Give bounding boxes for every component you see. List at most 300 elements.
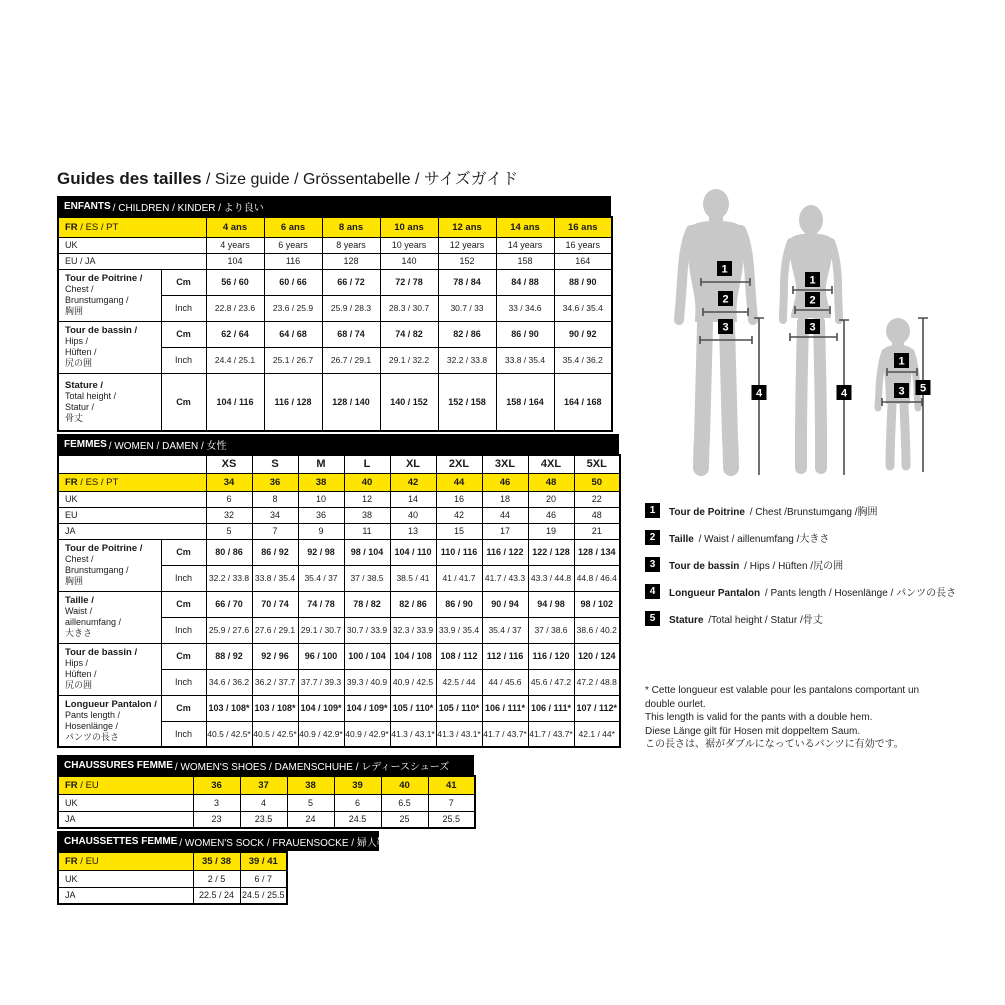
- measure-label-line: Stature /: [65, 379, 104, 391]
- row-label: JA: [58, 887, 193, 904]
- table-cell: 158: [496, 253, 554, 269]
- table-cell: 112 / 116: [482, 643, 528, 669]
- legend-item-waist: [645, 530, 956, 545]
- unit-cell: Cm: [161, 539, 206, 565]
- table-cell: 40.9 / 42.9*: [344, 721, 390, 747]
- table-cell: 17: [482, 523, 528, 539]
- table-cell: 41 / 41.7: [436, 565, 482, 591]
- table-cell: 15: [436, 523, 482, 539]
- table-cell: 84 / 88: [496, 269, 554, 295]
- body-silhouettes-illustration: [645, 182, 965, 494]
- socks-grid: [57, 851, 288, 905]
- table-cell: 43.3 / 44.8: [528, 565, 574, 591]
- table-cell: 38.5 / 41: [390, 565, 436, 591]
- table-cell: 62 / 64: [206, 321, 264, 347]
- table-cell: 88 / 92: [206, 643, 252, 669]
- table-cell: 12 ans: [438, 217, 496, 237]
- table-cell: 3: [193, 794, 240, 811]
- measure-label: [58, 373, 161, 431]
- table-cell: 3XL: [482, 455, 528, 473]
- table-cell: 47.2 / 48.8: [574, 669, 620, 695]
- table-cell: 26.7 / 29.1: [322, 347, 380, 373]
- table-row: [58, 473, 620, 491]
- table-cell: 24: [287, 811, 334, 828]
- table-cell: 8 years: [322, 237, 380, 253]
- table-cell: 39: [334, 776, 381, 794]
- table-row: [58, 321, 612, 347]
- measure-label-line: Longueur Pantalon /: [65, 698, 157, 710]
- table-row: [58, 253, 612, 269]
- legend-label-bold: Tour de Poitrine: [669, 507, 745, 518]
- measure-label-line: 大きさ: [65, 628, 93, 638]
- unit-cell: Cm: [161, 269, 206, 295]
- table-cell: 4 ans: [206, 217, 264, 237]
- unit-cell: Inch: [161, 295, 206, 321]
- table-cell: 41: [428, 776, 475, 794]
- table-cell: 152 / 158: [438, 373, 496, 431]
- table-cell: 29.1 / 30.7: [298, 617, 344, 643]
- table-cell: 5: [206, 523, 252, 539]
- measure-label-line: 骨丈: [65, 412, 84, 423]
- table-cell: 6: [206, 491, 252, 507]
- man-silhouette: [679, 189, 753, 468]
- table-cell: 40.9 / 42.9*: [298, 721, 344, 747]
- table-cell: 128 / 134: [574, 539, 620, 565]
- table-cell: 106 / 111*: [528, 695, 574, 721]
- table-cell: 16 ans: [554, 217, 612, 237]
- socks-header-bold: CHAUSSETTES FEMME: [64, 835, 178, 847]
- row-label: JA: [58, 523, 206, 539]
- table-cell: 33.8 / 35.4: [252, 565, 298, 591]
- table-cell: 105 / 110*: [436, 695, 482, 721]
- legend-label-rest: / Chest /Brunstumgang /胸囲: [746, 507, 878, 518]
- table-cell: 106 / 111*: [482, 695, 528, 721]
- table-cell: 23: [193, 811, 240, 828]
- table-row: [58, 695, 620, 721]
- legend-label-bold: Taille: [669, 534, 694, 545]
- table-cell: 41.3 / 43.1*: [436, 721, 482, 747]
- table-cell: 116 / 122: [482, 539, 528, 565]
- table-cell: 92 / 98: [298, 539, 344, 565]
- legend-item-chest: [645, 503, 956, 518]
- unit-cell: Inch: [161, 347, 206, 373]
- man-marker-3: 3: [722, 321, 729, 334]
- table-cell: 33 / 34.6: [496, 295, 554, 321]
- table-cell: 110 / 116: [436, 539, 482, 565]
- table-cell: 21: [574, 523, 620, 539]
- table-row: [58, 217, 612, 237]
- socks-table-header: [57, 831, 397, 851]
- table-cell: 44: [482, 507, 528, 523]
- table-cell: 40: [344, 473, 390, 491]
- row-label: UK: [58, 870, 193, 887]
- table-cell: 37.7 / 39.3: [298, 669, 344, 695]
- table-cell: 37 / 38.6: [528, 617, 574, 643]
- table-cell: 140: [380, 253, 438, 269]
- table-cell: 35.4 / 37: [298, 565, 344, 591]
- table-cell: 46: [528, 507, 574, 523]
- table-row: [58, 794, 475, 811]
- table-cell: 10: [298, 491, 344, 507]
- women-grid: [57, 454, 621, 748]
- table-cell: 68 / 74: [322, 321, 380, 347]
- legend-label-bold: Tour de bassin: [669, 561, 740, 572]
- table-cell: 23.6 / 25.9: [264, 295, 322, 321]
- legend-number-badge: 3: [645, 557, 660, 572]
- measure-label-line: Total height /: [65, 390, 117, 401]
- table-cell: 12: [344, 491, 390, 507]
- table-cell: 8: [252, 491, 298, 507]
- table-cell: 14 ans: [496, 217, 554, 237]
- table-cell: 42: [436, 507, 482, 523]
- table-row: [58, 870, 287, 887]
- row-label: [58, 217, 206, 237]
- table-cell: 116 / 120: [528, 643, 574, 669]
- table-cell: 41.7 / 43.3: [482, 565, 528, 591]
- table-cell: 25.5: [428, 811, 475, 828]
- table-cell: 30.7 / 33.9: [344, 617, 390, 643]
- table-cell: 37: [240, 776, 287, 794]
- table-cell: 34.6 / 36.2: [206, 669, 252, 695]
- measure-label-line: 胸囲: [65, 306, 84, 316]
- row-label: [58, 776, 193, 794]
- table-cell: 36.2 / 37.7: [252, 669, 298, 695]
- table-cell: 38.6 / 40.2: [574, 617, 620, 643]
- table-cell: 4XL: [528, 455, 574, 473]
- table-cell: 40: [390, 507, 436, 523]
- table-cell: 22.8 / 23.6: [206, 295, 264, 321]
- row-label-rest: / ES / PT: [77, 221, 119, 233]
- row-label: UK: [58, 237, 206, 253]
- table-cell: 105 / 110*: [390, 695, 436, 721]
- table-cell: 18: [482, 491, 528, 507]
- legend-label-bold: Longueur Pantalon: [669, 588, 761, 599]
- table-cell: 2 / 5: [193, 870, 240, 887]
- children-size-table: [57, 196, 613, 432]
- table-cell: 86 / 92: [252, 539, 298, 565]
- legend-item-pants-length: [645, 584, 956, 599]
- table-cell: 100 / 104: [344, 643, 390, 669]
- man-marker-4: 4: [755, 387, 763, 400]
- legend-label-bold: Stature: [669, 615, 704, 626]
- table-cell: 41.7 / 43.7*: [482, 721, 528, 747]
- row-label-bold: FR: [65, 476, 78, 488]
- table-cell: 86 / 90: [436, 591, 482, 617]
- table-cell: 39 / 41: [240, 852, 287, 870]
- measure-label-line: Brunstumgang /: [65, 565, 129, 575]
- table-cell: 104 / 109*: [344, 695, 390, 721]
- table-cell: 23.5: [240, 811, 287, 828]
- table-cell: 6.5: [381, 794, 428, 811]
- table-cell: 14: [390, 491, 436, 507]
- table-cell: 38: [344, 507, 390, 523]
- table-cell: 42: [390, 473, 436, 491]
- measurement-figure: [645, 182, 965, 499]
- page-title: [57, 166, 518, 189]
- row-label: JA: [58, 811, 193, 828]
- table-cell: 86 / 90: [496, 321, 554, 347]
- row-label-rest: / EU: [77, 779, 99, 791]
- table-cell: 104: [206, 253, 264, 269]
- woman-marker-3: 3: [809, 321, 816, 334]
- children-header-bold: ENFANTS: [64, 200, 111, 212]
- measure-label-line: Hüften /: [65, 347, 97, 357]
- measure-label-line: Hips /: [65, 658, 89, 668]
- measure-label-line: 尻の囲: [65, 680, 93, 690]
- unit-cell: Inch: [161, 617, 206, 643]
- women-table-header: [57, 434, 619, 454]
- table-cell: 152: [438, 253, 496, 269]
- shoes-grid: [57, 775, 476, 829]
- row-label: [58, 473, 206, 491]
- table-cell: XL: [390, 455, 436, 473]
- table-cell: 35 / 38: [193, 852, 240, 870]
- legend-item-stature: [645, 611, 956, 626]
- measure-label-line: Taille /: [65, 595, 94, 606]
- table-cell: 140 / 152: [380, 373, 438, 431]
- children-table-header: [57, 196, 611, 216]
- women-shoes-table: [57, 755, 476, 829]
- legend-item-hips: [645, 557, 956, 572]
- measure-label: [58, 591, 161, 643]
- table-cell: 104 / 116: [206, 373, 264, 431]
- table-cell: 19: [528, 523, 574, 539]
- table-cell: 34.6 / 35.4: [554, 295, 612, 321]
- table-cell: 44 / 45.6: [482, 669, 528, 695]
- children-grid: [57, 216, 613, 432]
- table-cell: 22.5 / 24: [193, 887, 240, 904]
- table-cell: 103 / 108*: [206, 695, 252, 721]
- table-cell: 24.5: [334, 811, 381, 828]
- footnote-line: This length is valid for the pants with a double hem.: [645, 712, 873, 723]
- table-cell: 120 / 124: [574, 643, 620, 669]
- table-cell: 158 / 164: [496, 373, 554, 431]
- table-row: [58, 507, 620, 523]
- table-cell: 92 / 96: [252, 643, 298, 669]
- measure-label: [58, 539, 161, 591]
- measure-label-line: パンツの長さ: [65, 731, 120, 742]
- table-cell: 74 / 82: [380, 321, 438, 347]
- table-cell: 66 / 70: [206, 591, 252, 617]
- table-cell: 34: [206, 473, 252, 491]
- unit-cell: Cm: [161, 321, 206, 347]
- table-cell: 56 / 60: [206, 269, 264, 295]
- table-cell: 33.8 / 35.4: [496, 347, 554, 373]
- table-cell: 2XL: [436, 455, 482, 473]
- table-cell: 116 / 128: [264, 373, 322, 431]
- table-cell: 5: [287, 794, 334, 811]
- measure-label-line: Hüften /: [65, 669, 97, 679]
- table-cell: 34: [252, 507, 298, 523]
- table-cell: 29.1 / 32.2: [380, 347, 438, 373]
- table-cell: 6: [334, 794, 381, 811]
- table-cell: 44: [436, 473, 482, 491]
- table-cell: 10 years: [380, 237, 438, 253]
- row-label-bold: FR: [65, 221, 78, 233]
- table-cell: 41.7 / 43.7*: [528, 721, 574, 747]
- table-cell: 27.6 / 29.1: [252, 617, 298, 643]
- unit-cell: Inch: [161, 721, 206, 747]
- table-cell: 36: [193, 776, 240, 794]
- shoes-table-header: [57, 755, 474, 775]
- table-cell: 35.4 / 36.2: [554, 347, 612, 373]
- table-cell: 16: [436, 491, 482, 507]
- child-marker-5: 5: [919, 382, 927, 395]
- footnote-line: この長さは、裾がダブルになっているパンツに有効です。: [645, 739, 904, 750]
- table-cell: 48: [574, 507, 620, 523]
- table-cell: 164: [554, 253, 612, 269]
- table-row: [58, 852, 287, 870]
- table-cell: 9: [298, 523, 344, 539]
- table-cell: M: [298, 455, 344, 473]
- unit-cell: Cm: [161, 591, 206, 617]
- table-cell: 88 / 90: [554, 269, 612, 295]
- table-row: [58, 269, 612, 295]
- table-cell: 6 ans: [264, 217, 322, 237]
- table-row: [58, 811, 475, 828]
- legend-number-badge: 1: [645, 503, 660, 518]
- table-cell: 78 / 82: [344, 591, 390, 617]
- row-label: [58, 852, 193, 870]
- table-cell: 104 / 108: [390, 643, 436, 669]
- table-cell: 107 / 112*: [574, 695, 620, 721]
- table-cell: 25.1 / 26.7: [264, 347, 322, 373]
- women-size-table: [57, 434, 621, 748]
- table-row: [58, 776, 475, 794]
- row-label-bold: FR: [65, 779, 78, 791]
- measure-label: [58, 643, 161, 695]
- row-label: EU: [58, 507, 206, 523]
- table-cell: 32.2 / 33.8: [206, 565, 252, 591]
- table-row: [58, 539, 620, 565]
- measure-label-line: 胸囲: [65, 576, 84, 586]
- table-cell: 41.3 / 43.1*: [390, 721, 436, 747]
- table-cell: 60 / 66: [264, 269, 322, 295]
- table-cell: 16 years: [554, 237, 612, 253]
- table-cell: 36: [298, 507, 344, 523]
- table-cell: 13: [390, 523, 436, 539]
- measurement-legend: [645, 503, 956, 638]
- table-cell: 7: [252, 523, 298, 539]
- row-label: UK: [58, 794, 193, 811]
- table-row: [58, 591, 620, 617]
- footnote-line: * Cette longueur est valable pour les pantalons comportant un: [645, 685, 920, 696]
- measure-label-line: Tour de Poitrine /: [65, 543, 143, 554]
- legend-label-rest: /Total height / Statur /骨丈: [705, 615, 823, 626]
- measure-label: [58, 269, 161, 321]
- table-cell: 74 / 78: [298, 591, 344, 617]
- unit-cell: Cm: [161, 643, 206, 669]
- table-cell: 33.9 / 35.4: [436, 617, 482, 643]
- table-row: [58, 643, 620, 669]
- table-cell: 24.5 / 25.5: [240, 887, 287, 904]
- man-marker-2: 2: [722, 293, 729, 306]
- table-cell: 32.2 / 33.8: [438, 347, 496, 373]
- legend-number-badge: 2: [645, 530, 660, 545]
- table-cell: 70 / 74: [252, 591, 298, 617]
- child-marker-1: 1: [898, 355, 905, 368]
- table-cell: 80 / 86: [206, 539, 252, 565]
- table-cell: 164 / 168: [554, 373, 612, 431]
- table-row: [58, 455, 620, 473]
- table-cell: 78 / 84: [438, 269, 496, 295]
- legend-label-rest: / Pants length / Hosenlänge / パンツの長さ: [762, 588, 957, 599]
- table-cell: 98 / 102: [574, 591, 620, 617]
- woman-marker-4: 4: [840, 387, 848, 400]
- measure-label-line: Statur /: [65, 401, 95, 412]
- unit-cell: Cm: [161, 373, 206, 431]
- measure-label-line: aillenumfang /: [65, 617, 122, 627]
- legend-label-rest: / Waist / aillenumfang /大きさ: [695, 534, 830, 545]
- table-cell: 116: [264, 253, 322, 269]
- table-cell: 32.3 / 33.9: [390, 617, 436, 643]
- table-cell: L: [344, 455, 390, 473]
- row-label-rest: / ES / PT: [77, 476, 119, 488]
- row-label: EU / JA: [58, 253, 206, 269]
- unit-cell: Inch: [161, 669, 206, 695]
- table-cell: 11: [344, 523, 390, 539]
- table-cell: 24.4 / 25.1: [206, 347, 264, 373]
- table-cell: 72 / 78: [380, 269, 438, 295]
- page-title-rest: / Size guide / Grössentabelle / サイズガイド: [201, 171, 519, 188]
- table-cell: 7: [428, 794, 475, 811]
- footnote-line: Diese Länge gilt für Hosen mit doppeltem Saum.: [645, 725, 861, 737]
- table-cell: 108 / 112: [436, 643, 482, 669]
- row-label: [58, 455, 206, 473]
- table-cell: 128: [322, 253, 380, 269]
- table-cell: 20: [528, 491, 574, 507]
- table-cell: 42.1 / 44*: [574, 721, 620, 747]
- table-cell: 48: [528, 473, 574, 491]
- child-marker-3: 3: [898, 385, 905, 398]
- measure-label-line: Tour de Poitrine /: [65, 273, 143, 284]
- table-cell: XS: [206, 455, 252, 473]
- table-cell: 39.3 / 40.9: [344, 669, 390, 695]
- table-row: [58, 523, 620, 539]
- table-cell: 35.4 / 37: [482, 617, 528, 643]
- table-cell: 103 / 108*: [252, 695, 298, 721]
- table-cell: 32: [206, 507, 252, 523]
- measure-label-line: Pants length /: [65, 709, 121, 720]
- table-cell: 46: [482, 473, 528, 491]
- measure-label-line: Tour de bassin /: [65, 647, 138, 658]
- measure-label-line: Chest /: [65, 554, 94, 564]
- table-cell: 44.8 / 46.4: [574, 565, 620, 591]
- table-cell: 128 / 140: [322, 373, 380, 431]
- measure-label-line: Brunstumgang /: [65, 295, 129, 305]
- table-cell: 36: [252, 473, 298, 491]
- table-cell: 38: [287, 776, 334, 794]
- table-cell: 82 / 86: [390, 591, 436, 617]
- table-cell: 40.9 / 42.5: [390, 669, 436, 695]
- row-label: UK: [58, 491, 206, 507]
- table-cell: 50: [574, 473, 620, 491]
- woman-marker-2: 2: [809, 294, 816, 307]
- table-row: [58, 237, 612, 253]
- table-cell: 14 years: [496, 237, 554, 253]
- table-cell: 40.5 / 42.5*: [252, 721, 298, 747]
- measure-label: [58, 321, 161, 373]
- table-cell: 98 / 104: [344, 539, 390, 565]
- shoes-header-rest: / WOMEN'S SHOES / DAMENSCHUHE / レディースシューズ: [174, 761, 450, 773]
- measure-label-line: Hips /: [65, 336, 89, 346]
- row-label-bold: FR: [65, 855, 78, 867]
- legend-number-badge: 4: [645, 584, 660, 599]
- woman-marker-1: 1: [809, 274, 816, 287]
- table-cell: 25.9 / 27.6: [206, 617, 252, 643]
- table-cell: 122 / 128: [528, 539, 574, 565]
- man-marker-1: 1: [721, 263, 728, 276]
